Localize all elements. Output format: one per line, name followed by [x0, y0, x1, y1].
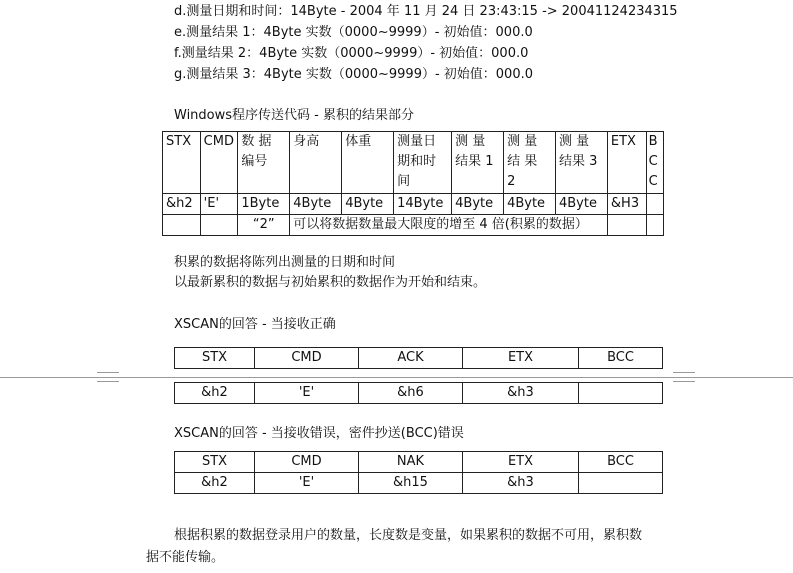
page-break-marker-right — [673, 372, 695, 382]
nak-table — [174, 451, 663, 494]
table-cell: &h3 — [463, 473, 579, 494]
table-row — [175, 383, 663, 404]
table-row — [163, 215, 664, 236]
header-cell: 体重 — [342, 132, 394, 194]
table-cell: 'E' — [255, 383, 359, 404]
transfer-code-table — [162, 131, 664, 236]
table-header-row — [163, 132, 664, 194]
header-cell: 数 据 编号 — [238, 132, 290, 194]
header-cell: BCC — [579, 452, 663, 473]
header-cell: B C C — [646, 132, 663, 194]
header-cell: CMD — [255, 348, 359, 369]
paragraph-line: 积累的数据将陈列出测量的日期和时间 — [174, 255, 396, 270]
table-cell: &h2 — [163, 194, 201, 215]
item-e-line: e.测量结果 1：4Byte 实数（0000~9999）- 初始值：000.0 — [174, 25, 533, 40]
header-cell: STX — [163, 132, 201, 194]
header-cell: BCC — [579, 348, 663, 369]
table-cell: “2” — [238, 215, 290, 236]
header-cell: ETX — [607, 132, 646, 194]
page-break-marker-left — [97, 372, 119, 382]
item-f-line: f.测量结果 2：4Byte 实数（0000~9999）- 初始值：000.0 — [174, 46, 529, 61]
header-cell: ETX — [463, 348, 579, 369]
item-d-line: d.测量日期和时间：14Byte - 2004 年 11 月 24 日 23:43:15 -> 20041124234315 — [174, 4, 678, 19]
table-cell — [607, 215, 646, 236]
ack-table-values — [174, 382, 663, 404]
table-cell: 4Byte — [504, 194, 556, 215]
table-header-row — [175, 452, 663, 473]
table-header-row — [175, 348, 663, 369]
header-cell: 身高 — [290, 132, 342, 194]
nak-title: XSCAN的回答 - 当接收错误，密件抄送(BCC)错误 — [174, 426, 464, 441]
item-g-line: g.测量结果 3：4Byte 实数（0000~9999）- 初始值：000.0 — [174, 67, 533, 82]
header-cell: STX — [175, 348, 255, 369]
ack-title: XSCAN的回答 - 当接收正确 — [174, 317, 336, 332]
table-cell: 4Byte — [342, 194, 394, 215]
header-cell: 测 量 结果 3 — [555, 132, 607, 194]
section-title: Windows程序传送代码 - 累积的结果部分 — [174, 108, 414, 123]
ack-table-header — [174, 347, 663, 369]
table-cell: 4Byte — [290, 194, 342, 215]
table-cell: &H3 — [607, 194, 646, 215]
table-cell: 'E' — [200, 194, 238, 215]
table-cell — [646, 194, 663, 215]
table-cell — [646, 215, 663, 236]
table-cell: 1Byte — [238, 194, 290, 215]
table-cell: &h2 — [175, 383, 255, 404]
table-cell: &h2 — [175, 473, 255, 494]
table-cell: 4Byte — [452, 194, 504, 215]
table-note-cell: 可以将数据数量最大限度的增至 4 倍(积累的数据） — [290, 215, 608, 236]
header-cell: 测 量 结果 1 — [452, 132, 504, 194]
header-cell: STX — [175, 452, 255, 473]
table-row — [175, 473, 663, 494]
header-cell: ACK — [359, 348, 463, 369]
table-row — [163, 194, 664, 215]
header-cell: 测 量 结 果 2 — [504, 132, 556, 194]
table-cell — [200, 215, 238, 236]
header-cell: CMD — [255, 452, 359, 473]
header-cell: ETX — [463, 452, 579, 473]
table-cell: 'E' — [255, 473, 359, 494]
table-cell: &h15 — [359, 473, 463, 494]
table-cell: &h6 — [359, 383, 463, 404]
header-cell: CMD — [200, 132, 238, 194]
header-cell: 测量日 期和时 间 — [394, 132, 452, 194]
table-cell — [579, 383, 663, 404]
table-cell: 4Byte — [555, 194, 607, 215]
header-cell: NAK — [359, 452, 463, 473]
table-cell: 14Byte — [394, 194, 452, 215]
table-cell — [579, 473, 663, 494]
paragraph-line: 以最新累积的数据与初始累积的数据作为开始和结束。 — [174, 275, 487, 290]
table-cell — [163, 215, 201, 236]
bottom-paragraph-line: 根据积累的数据登录用户的数量，长度数是变量，如果累积的数据不可用，累积数 — [174, 528, 643, 543]
bottom-paragraph-line: 据不能传输。 — [146, 550, 225, 565]
table-cell: &h3 — [463, 383, 579, 404]
